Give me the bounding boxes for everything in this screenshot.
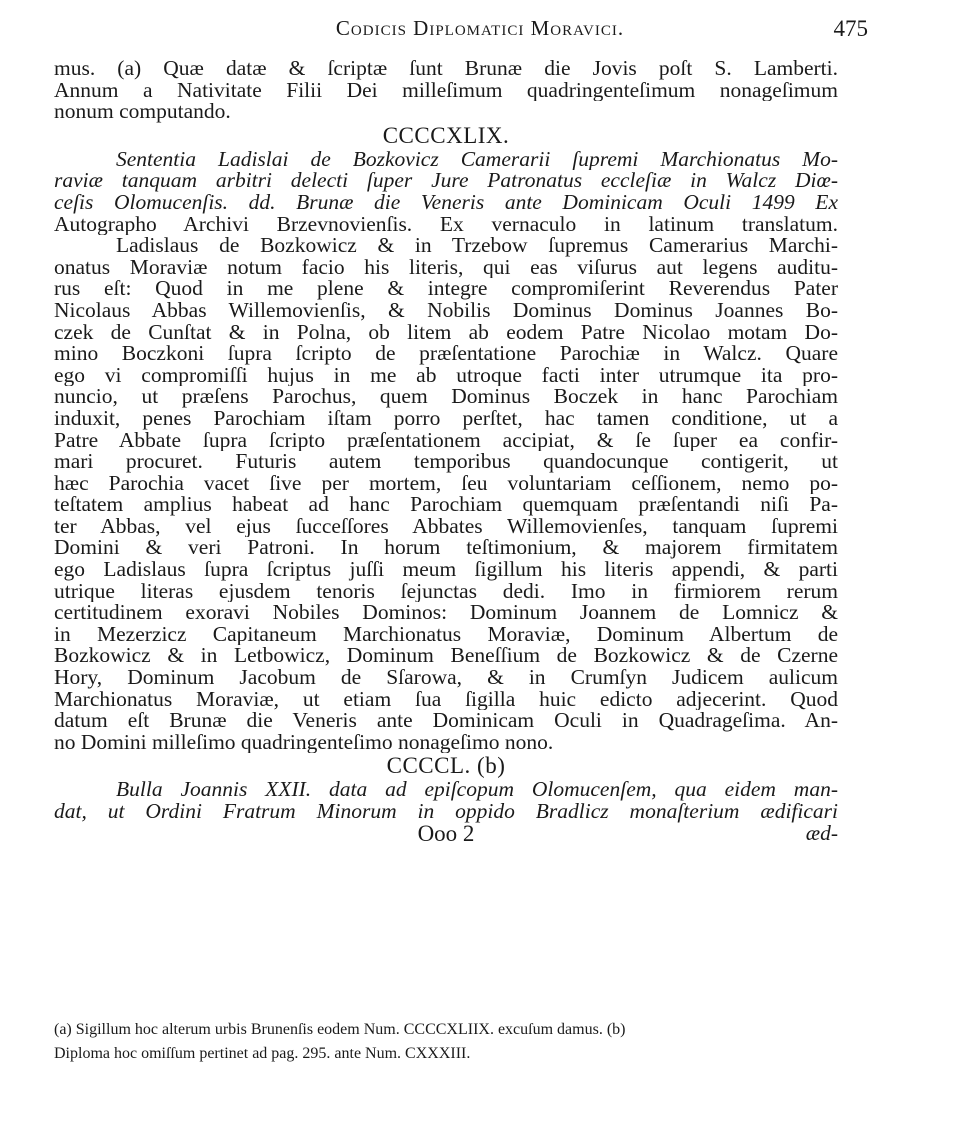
- text-line: czek de Cunſtat & in Polna, ob litem ab eodem Patre Nicolao motam Do-: [54, 321, 838, 344]
- text-line: Bulla Joannis XXII. data ad epiſcopum Olomucenſem, qua eidem man-: [116, 779, 838, 801]
- text-line: Ladislaus de Bozkowicz & in Trzebow ſupremus Camerarius Marchi-: [116, 235, 838, 257]
- body-text: [54, 58, 838, 844]
- text-line: utrique literas ejusdem tenoris ſejunctas dedi. Imo in firmiorem rerum: [54, 580, 838, 603]
- text-line: ceſis Olomucenſis. dd. Brunæ die Veneris ante Dominicam Oculi 1499 Ex: [54, 191, 838, 214]
- text-line: mus. (a) Quæ datæ & ſcriptæ ſunt Brunæ die Jovis poſt S. Lamberti.: [54, 58, 838, 80]
- signature-line: [54, 823, 838, 845]
- footnote-line: (a) Sigillum hoc alterum urbis Brunenſis eodem Num. CCCCXLIIX. excuſum damus. (b): [54, 1021, 626, 1038]
- text-line: no Domini milleſimo quadringenteſimo nonageſimo nono.: [54, 731, 554, 754]
- text-line: ter Abbas, vel ejus ſucceſſores Abbates Willemovienſes, tanquam ſupremi: [54, 515, 838, 538]
- text-line: induxit, penes Parochiam iſtam porro perſtet, hac tamen conditione, ut a: [54, 407, 838, 430]
- text-line: Marchionatus Moraviæ, ut etiam ſua ſigilla huic edicto adjecerint. Quod: [54, 688, 838, 711]
- footnote-line: Diploma hoc omiſſum pertinet ad pag. 295. ante Num. CXXXIII.: [54, 1045, 471, 1062]
- text-line: rus eſt: Quod in me plene & integre compromiſerint Reverendus Pater: [54, 278, 838, 300]
- text-line: mino Boczkoni ſupra ſcripto de præſentatione Parochiæ in Walcz. Quare: [54, 343, 838, 365]
- text-line: Domini & veri Patroni. In horum teſtimonium, & majorem firmitatem: [54, 537, 838, 560]
- text-line: certitudinem exoravi Nobiles Dominos: Dominum Joannem de Lomnicz &: [54, 602, 838, 624]
- text-line: dat, ut Ordini Fratrum Minorum in oppido Bradlicz monaſterium ædificari: [54, 801, 838, 823]
- document-heading: CCCCXLIX.: [382, 122, 510, 148]
- text-line: Hory, Dominum Jacobum de Sſarowa, & in Crumſyn Judicem aulicum: [54, 667, 838, 689]
- text-line: Nicolaus Abbas Willemovienſis, & Nobilis Dominus Dominus Joannes Bo-: [54, 299, 838, 322]
- running-head: [0, 14, 960, 44]
- text-line: nuncio, ut præſens Parochus, quem Dominus Boczek in hanc Parochiam: [54, 386, 838, 408]
- document-heading: CCCCL. (b): [386, 753, 506, 779]
- text-line: raviæ tanquam arbitri delecti ſuper Jure Patronatus eccleſiæ in Walcz Diœ-: [54, 170, 838, 192]
- text-line: Bozkowicz & in Letbowicz, Dominum Beneſſium de Bozkowicz & de Czerne: [54, 645, 838, 668]
- text-line: datum eſt Brunæ die Veneris ante Dominicam Oculi in Quadrageſima. An-: [54, 710, 838, 732]
- page-number: 475: [833, 16, 868, 41]
- text-line: mari procuret. Futuris autem temporibus quandocunque contigerit, ut: [54, 451, 838, 473]
- catchword: æd-: [805, 822, 838, 845]
- text-line: ego vi compromiſſi hujus in me ab utroque facti inter utrumque ita pro-: [54, 364, 838, 387]
- text-line: Annum a Nativitate Filii Dei milleſimum quadringenteſimum nonageſimum: [54, 79, 838, 102]
- text-line: nonum computando.: [54, 101, 231, 123]
- running-title: Codicis Diplomatici Moravici.: [335, 16, 625, 40]
- text-line: teſtatem amplius habeat ad hanc Parochiam quemquam præſentandi niſi Pa-: [54, 494, 838, 516]
- signature-mark: Ooo 2: [417, 822, 475, 845]
- text-line: ego Ladislaus ſupra ſcriptus juſſi meum ſigillum his literis appendi, & parti: [54, 559, 838, 581]
- text-line: Sententia Ladislai de Bozkovicz Camerarii ſupremi Marchionatus Mo-: [116, 148, 838, 171]
- text-line: hæc Parochia vacet ſive per mortem, ſeu voluntariam ceſſionem, nemo po-: [54, 472, 838, 495]
- text-line: Patre Abbate ſupra ſcripto præſentationem accipiat, & ſe ſuper ea confir-: [54, 429, 838, 452]
- text-line: Autographo Archivi Brzevnovienſis. Ex vernaculo in latinum translatum.: [54, 213, 838, 236]
- text-line: in Mezerzicz Capitaneum Marchionatus Moraviæ, Dominum Albertum de: [54, 623, 838, 646]
- footnotes: [54, 1018, 838, 1066]
- text-line: onatus Moraviæ notum facio his literis, qui eas viſurus aut legens auditu-: [54, 256, 838, 279]
